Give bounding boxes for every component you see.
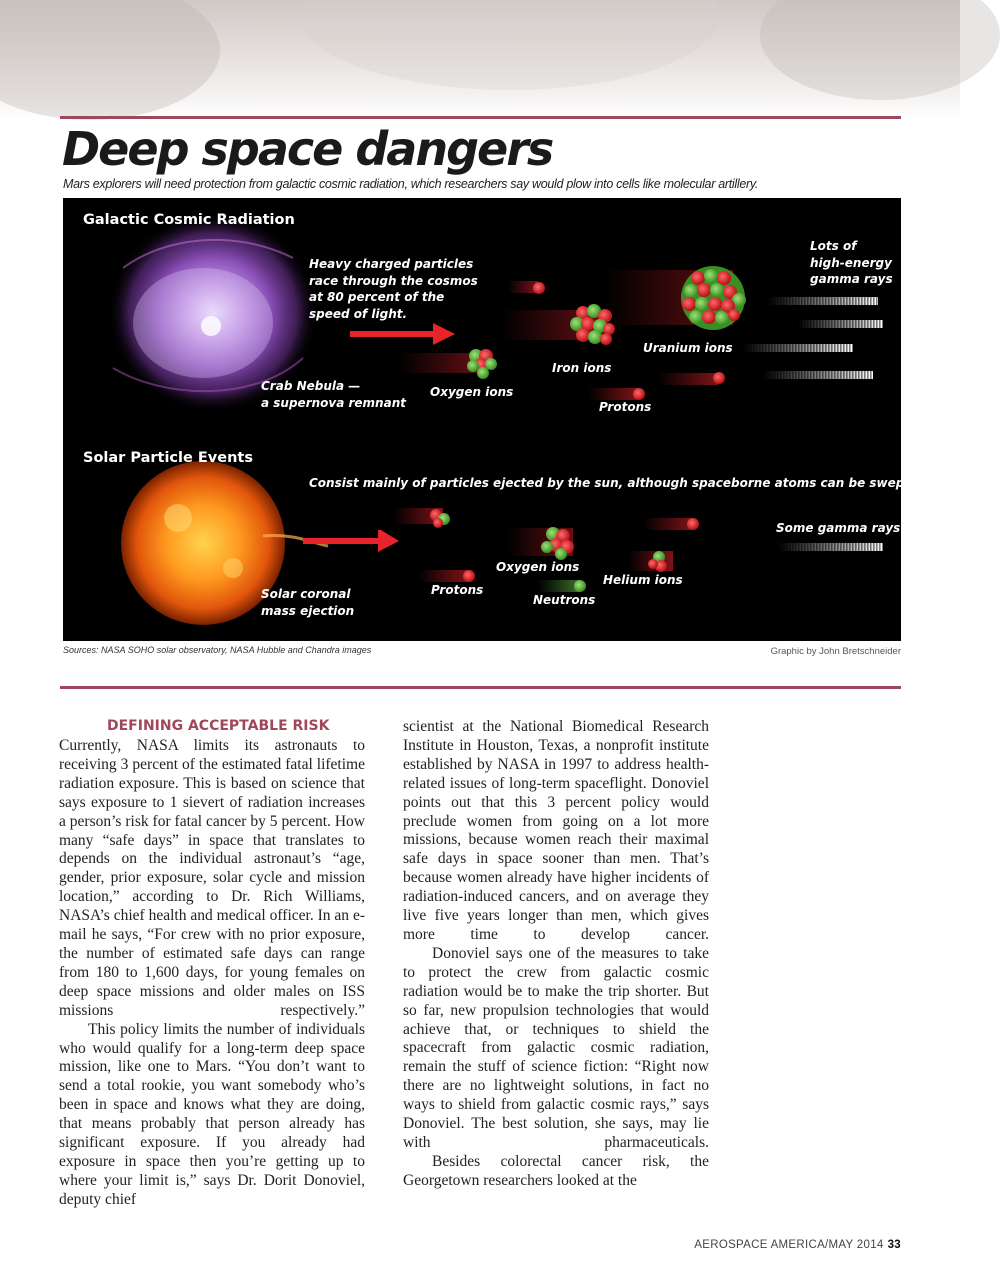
page-number: 33 <box>887 1239 901 1251</box>
paragraph: This policy limits the number of individuals who would qualify for a long-term deep space mission, like one to Mars. “You don’t want to send a total rookie, you want somebody who’s been in space and knows what they are doing, that means probably that person already has significant exposure. If you already had exposure in space then you’re getting up to where your limit is,” says Dr. Dorit Donoviel, deputy chief <box>59 1020 365 1208</box>
gcr-description: Heavy charged particles race through the cosmos at 80 percent of the speed of light. <box>309 257 478 321</box>
article-title: Deep space dangers <box>62 122 553 176</box>
paragraph: Besides colorectal cancer risk, the Georgetown researchers looked at the <box>403 1152 709 1189</box>
proton-particle <box>463 570 475 582</box>
header-photo <box>0 0 960 118</box>
some-gamma-rays-label: Some gamma rays <box>776 521 901 535</box>
infographic-art <box>63 198 901 641</box>
spe-description: Consist mainly of particles ejected by the sun, although spaceborne atoms can be swept up, too. <box>309 476 967 490</box>
body-column-2 <box>403 718 709 1191</box>
spe-title: Solar Particle Events <box>83 450 253 466</box>
photo-shape <box>300 0 720 90</box>
body-column-1 <box>59 737 365 1210</box>
protons-label: Protons <box>599 400 652 414</box>
oxygen-ion-particle <box>467 349 497 379</box>
graphic-sources: Sources: NASA SOHO solar observatory, NASA Hubble and Chandra images <box>63 645 372 655</box>
paragraph: Currently, NASA limits its astronauts to receiving 3 percent of the estimated fatal lifetime radiation exposure. This is based on science that says exposure to 1 sievert of radiation increases a person’s risk for fatal cancer by 5 percent. How many “safe days” in space that translates to depends on the individual astronaut’s “age, gender, prior exposure, solar cycle and mission location,” according to Dr. Rich Williams, NASA’s chief health and medical officer. In an e-mail he says, “For crew with no prior exposure, the number of estimated safe days can range from 180 to 1,600 days, for young females on deep space missions and older males on ISS missions respectively.” <box>59 737 365 1019</box>
neutrons-label: Neutrons <box>533 593 596 607</box>
gcr-gamma-rays <box>743 297 883 379</box>
gcr-title: Galactic Cosmic Radiation <box>83 212 295 228</box>
radiation-infographic <box>63 198 967 641</box>
proton-particle <box>533 282 545 294</box>
cme-label: Solar coronal mass ejection <box>261 587 355 618</box>
publication-name: AEROSPACE AMERICA/MAY 2014 <box>694 1239 884 1251</box>
helium-ions-label: Helium ions <box>603 573 683 587</box>
gamma-rays-label: Lots of high-energy gamma rays <box>810 239 893 286</box>
iron-ions-label: Iron ions <box>552 361 612 375</box>
top-rule <box>60 116 901 119</box>
spe-protons-label: Protons <box>431 583 484 597</box>
helium-ion-particle <box>430 509 450 528</box>
uranium-ions-label: Uranium ions <box>643 341 733 355</box>
uranium-ion-particle <box>681 266 746 330</box>
photo-shape <box>760 0 1000 100</box>
article-subtitle: Mars explorers will need protection from galactic cosmic radiation, which researchers say would plow into cells like molecular artillery. <box>63 177 759 191</box>
gcr-arrow <box>350 323 455 345</box>
section-rule <box>60 686 901 689</box>
crab-nebula-label: Crab Nebula — a supernova remnant <box>261 379 406 410</box>
photo-shape <box>0 0 220 120</box>
page-footer <box>694 1239 901 1251</box>
paragraph: Donoviel says one of the measures to take to protect the crew from galactic cosmic radiation would be to make the trip shorter. But so far, new propulsion technologies that would achieve that, or techniques to shield the spacecraft from galactic cosmic radiation, remain the stuff of science fiction: “Right now there are no lightweight solutions, in fact no ways to shield from galactic cosmic rays,” says Donoviel. The best solution, she says, may lie with pharmaceuticals. <box>403 944 709 1151</box>
spe-arrow <box>303 530 399 552</box>
proton-particle <box>713 372 725 384</box>
graphic-credit: Graphic by John Bretschneider <box>770 646 901 657</box>
spe-gamma-rays <box>778 543 883 551</box>
spe-oxygen-ions-label: Oxygen ions <box>496 560 580 574</box>
section-heading: DEFINING ACCEPTABLE RISK <box>107 718 330 734</box>
paragraph: scientist at the National Biomedical Research Institute in Houston, Texas, a nonprofit institute established by NASA in 1997 to address health-related issues of long-term spaceflight. Donoviel points out that this 3 percent policy would preclude women from going on a lot more missions, because women reach their maximal safe days in space sooner than men. That’s because women already have higher incidents of radiation-induced cancers, and on average they live five years longer than men, which gives more time to develop cancer. <box>403 718 709 943</box>
oxygen-ions-label: Oxygen ions <box>430 385 514 399</box>
proton-particle <box>687 518 699 530</box>
neutron-particle <box>574 580 586 592</box>
